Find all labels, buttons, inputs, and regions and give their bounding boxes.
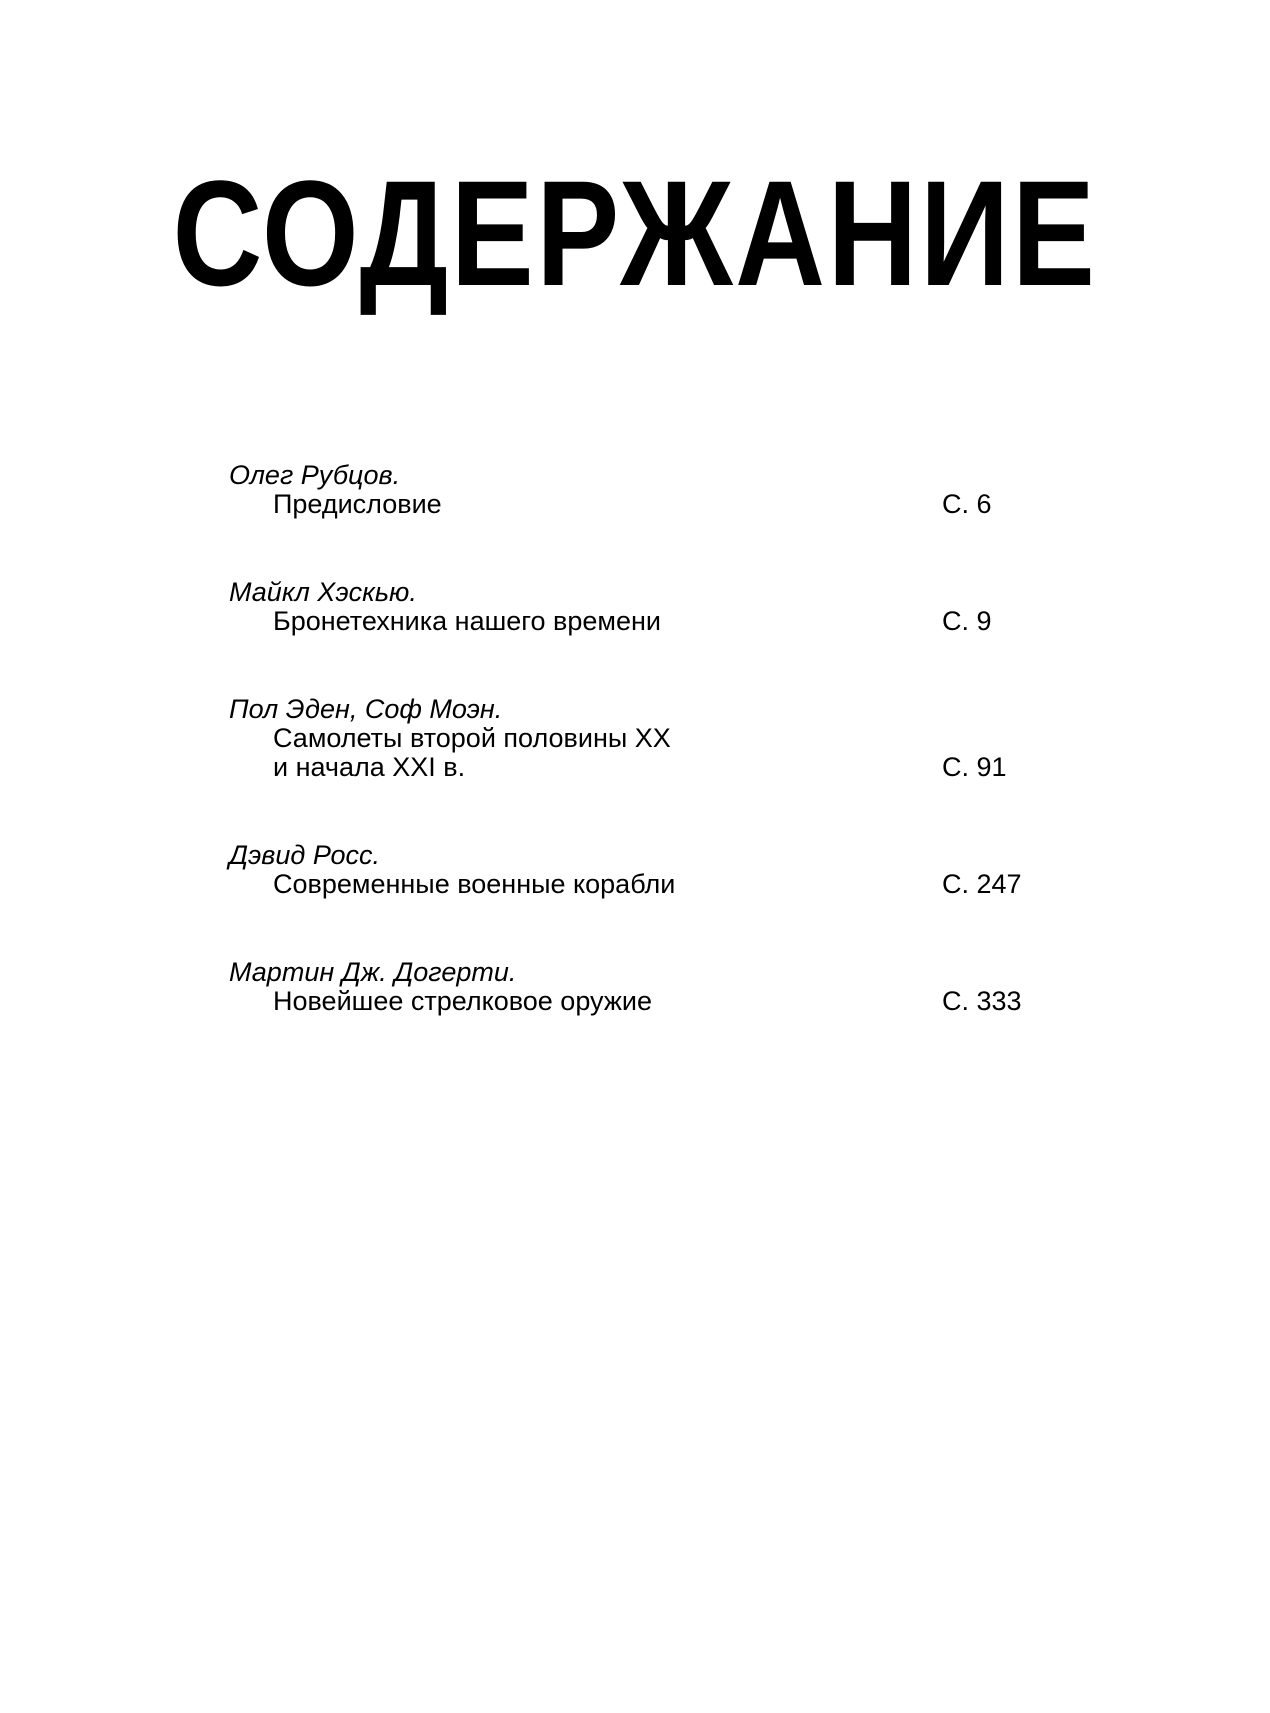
toc-author: Олег Рубцов. <box>229 460 401 490</box>
toc-page-number: С. 91 <box>942 752 1007 782</box>
toc-author: Пол Эден, Соф Моэн. <box>229 694 503 724</box>
toc-author: Майкл Хэскью. <box>229 577 417 607</box>
toc-title: Современные военные корабли <box>273 869 676 899</box>
toc-title: Самолеты второй половины XX <box>273 723 671 753</box>
toc-entry-armor[interactable] <box>229 578 1049 636</box>
toc-page-number: С. 6 <box>942 489 992 519</box>
toc-entry-small-arms[interactable] <box>229 958 1049 1016</box>
page-title: СОДЕРЖАНИЕ <box>172 149 1098 317</box>
table-of-contents <box>229 0 1049 1713</box>
toc-entry-warships[interactable] <box>229 841 1049 899</box>
toc-page-number: С. 247 <box>942 869 1022 899</box>
toc-title: Новейшее стрелковое оружие <box>273 986 653 1016</box>
toc-author: Дэвид Росс. <box>229 840 381 870</box>
toc-page-number: С. 9 <box>942 606 992 636</box>
toc-title: Бронетехника нашего времени <box>273 606 662 636</box>
toc-author: Мартин Дж. Догерти. <box>229 957 517 987</box>
toc-title-continued: и начала XXI в. <box>273 752 466 782</box>
toc-page-number: С. 333 <box>942 986 1022 1016</box>
toc-entry-aircraft[interactable] <box>229 695 1049 782</box>
toc-title: Предисловие <box>273 489 442 519</box>
toc-entry-preface[interactable] <box>229 461 1049 519</box>
